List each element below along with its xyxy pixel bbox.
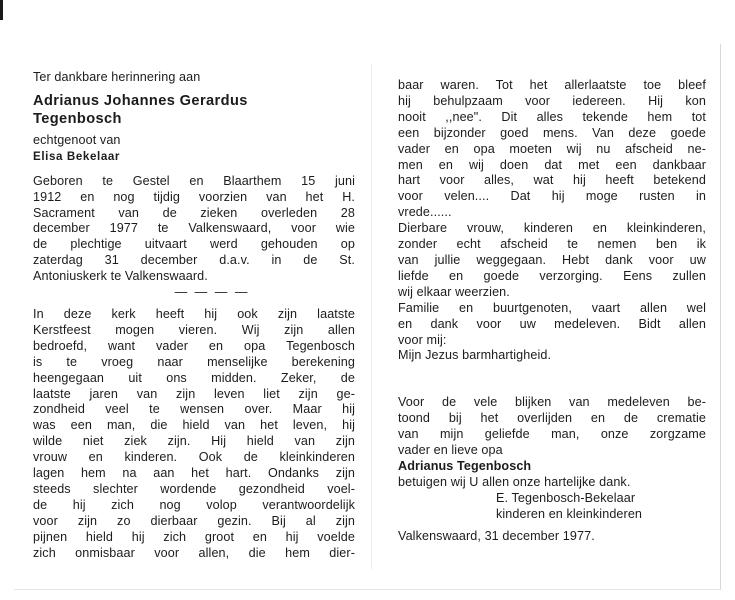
tribute-continuation bbox=[398, 78, 706, 221]
signature-name: E. Tegenbosch-Bekelaar bbox=[496, 490, 636, 505]
family-line: en dank voor uw medeleven. Bidt allen bbox=[398, 316, 706, 331]
intro-text: Ter dankbare herinnering aan bbox=[33, 70, 201, 84]
tribute-line: In deze kerk heeft hij ook zijn laatste bbox=[33, 306, 355, 321]
tribute-line: steeds slechter wordende gezondheid voel- bbox=[33, 481, 355, 496]
bio-line: 1912 en nog tijdig voorzien van het H. bbox=[33, 189, 355, 204]
family-line: Familie en buurtgenoten, vaart allen wel bbox=[398, 300, 706, 315]
thanks-closing: betuigen wij U allen onze hartelijke dank. bbox=[398, 474, 631, 489]
thanks-line: vader en lieve opa bbox=[398, 443, 503, 458]
thanks-line: toond bij het overlijden en de crematie bbox=[398, 411, 706, 426]
farewell-line: Dierbare vrouw, kinderen en kleinkinderen, bbox=[398, 221, 706, 236]
continuation-line: nooit ,,nee". Dit alles tekende hem tot bbox=[398, 109, 706, 124]
tribute-line: de hij zich nog volop verantwoordelijk bbox=[33, 497, 355, 512]
tribute-line: lagen hem na aan het hart. Ondanks zijn bbox=[33, 466, 355, 481]
signature-family: kinderen en kleinkinderen bbox=[496, 506, 643, 521]
continuation-line: hart voor alles, wat hij heeft betekend bbox=[398, 173, 706, 188]
tribute-line: vrouw en kinderen. Ook de kleinkinderen bbox=[33, 450, 355, 465]
family-line: voor mij: bbox=[398, 332, 447, 347]
tribute-line: zondheid veel te wensen over. Maar hij bbox=[33, 402, 355, 417]
tribute-line: heengegaan uit ons midden. Zeker, de bbox=[33, 370, 355, 385]
card-fold bbox=[371, 64, 372, 569]
tribute-line: voor zijn zo dierbaar gezin. Bij al zijn bbox=[33, 513, 355, 528]
thanks-line: Voor de vele blijken van medeleven be- bbox=[398, 395, 706, 410]
bio-line: zaterdag 31 december d.a.v. in de St. bbox=[33, 253, 355, 268]
tribute-line: was een man, die hield van het leven, hij bbox=[33, 418, 355, 433]
right-column bbox=[398, 78, 706, 544]
tribute-line: laatste jaren van zijn leven liet zijn ge- bbox=[33, 386, 355, 401]
spouse-label: echtgenoot van bbox=[33, 132, 121, 147]
family-message bbox=[398, 301, 706, 349]
tribute-line: bedroefd, want vader en opa Tegenbosch bbox=[33, 338, 355, 353]
thanks-name: Adrianus Tegenbosch bbox=[398, 458, 532, 473]
continuation-line: vrede...... bbox=[398, 205, 452, 220]
prayer-text: Mijn Jezus barmhartigheid. bbox=[398, 348, 552, 363]
continuation-line: vader en opa moeten wij nu afscheid ne- bbox=[398, 141, 706, 156]
continuation-line: men en wij doen dat met een dankbaar bbox=[398, 157, 706, 172]
scan-edge-mark bbox=[0, 0, 3, 20]
thanks-line: van mijn geliefde man, onze zorgzame bbox=[398, 427, 706, 442]
spouse-name: Elisa Bekelaar bbox=[33, 149, 121, 163]
place-date: Valkenswaard, 31 december 1977. bbox=[398, 528, 595, 543]
deceased-surname: Tegenbosch bbox=[33, 110, 122, 127]
tribute-line: wilde niet ziek zijn. Hij hield van zijn bbox=[33, 434, 355, 449]
tribute-line: pijnen hield hij zich groot en hij voelde bbox=[33, 529, 355, 544]
section-divider: — — — — bbox=[174, 285, 250, 300]
tribute-line: zich onmisbaar voor allen, die hem dier- bbox=[33, 545, 355, 560]
continuation-line: een bijzonder goed mens. Van deze goede bbox=[398, 125, 706, 140]
bio-line: Antoniuskerk te Valkenswaard. bbox=[33, 269, 208, 284]
thanks-block bbox=[398, 395, 706, 522]
farewell-line: van jullie weggegaan. Hebt dank voor uw bbox=[398, 252, 706, 267]
bio-line: Geboren te Gestel en Blaarthem 15 juni bbox=[33, 173, 355, 188]
farewell-line: zonder echt afscheid te nemen ben ik bbox=[398, 237, 706, 252]
farewell-line: liefde en goede verzorging. Eens zullen bbox=[398, 268, 706, 283]
left-column bbox=[33, 70, 355, 561]
farewell-message bbox=[398, 221, 706, 301]
continuation-line: baar waren. Tot het allerlaatste toe bleef bbox=[398, 78, 706, 92]
continuation-line: hij behulpzaam voor iedereen. Hij kon bbox=[398, 93, 706, 108]
farewell-line: wij elkaar weerzien. bbox=[398, 284, 510, 299]
tribute-text bbox=[33, 307, 355, 562]
bio-line: december 1977 te Valkenswaard, voor wie bbox=[33, 221, 355, 236]
continuation-line: voor velen.... Dat hij moge rusten in bbox=[398, 189, 706, 204]
tribute-line: Kerstfeest mogen vieren. Wij zijn allen bbox=[33, 322, 355, 337]
bio-line: Sacrament van de zieken overleden 28 bbox=[33, 205, 355, 220]
tribute-line: is te vroeg naar menselijke berekening bbox=[33, 354, 355, 369]
biography bbox=[33, 174, 355, 285]
deceased-name: Adrianus Johannes Gerardus bbox=[33, 92, 248, 109]
bio-line: de plechtige uitvaart werd gehouden op bbox=[33, 237, 355, 252]
